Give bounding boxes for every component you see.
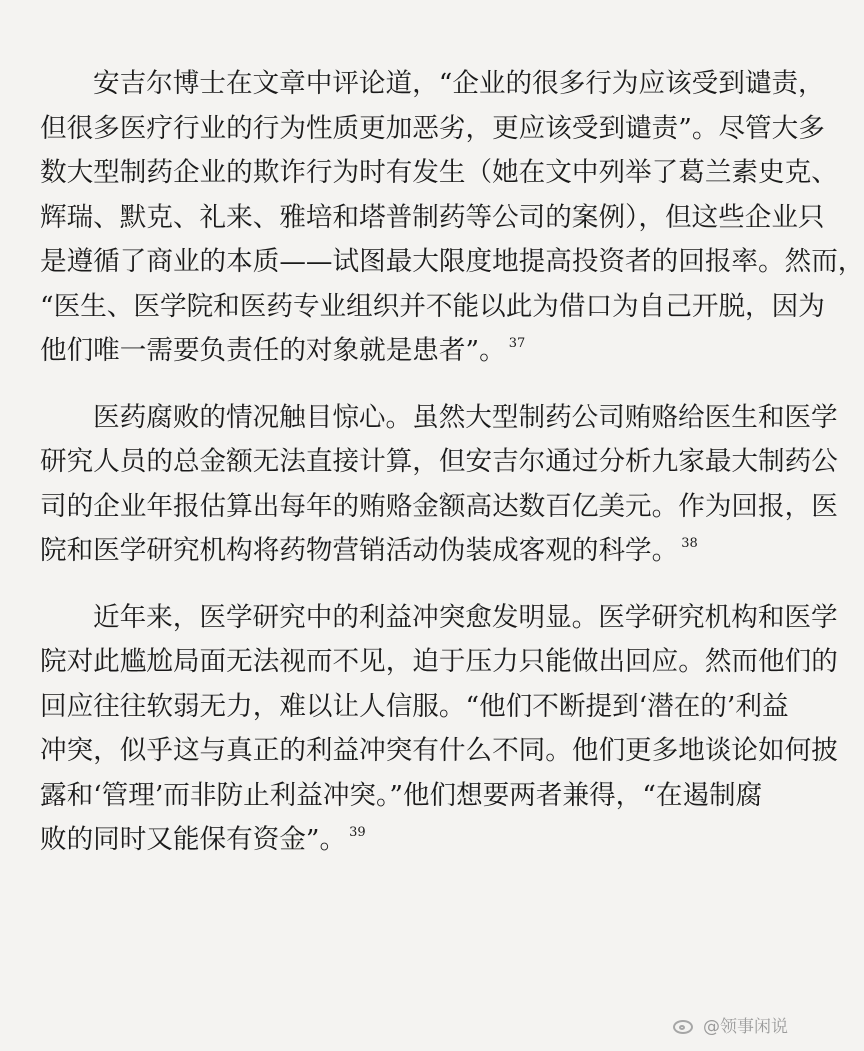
- text-line: 他们唯一需要负责任的对象就是患者”。: [40, 335, 506, 366]
- footnote-marker: 37: [508, 336, 526, 351]
- watermark-text: @领事闲说: [703, 1017, 788, 1037]
- paragraph-2: [40, 396, 838, 574]
- text-line: 院和医学研究机构将药物营销活动伪装成客观的科学。: [40, 535, 679, 566]
- text-line: “医生、医学院和医药专业组织并不能以此为借口为自己开脱，因为: [40, 290, 825, 322]
- watermark: [671, 1012, 788, 1037]
- text-line: 院对此尴尬局面无法视而不见，迫于压力只能做出回应。然而他们的: [40, 646, 838, 677]
- text-line-last: [40, 529, 778, 574]
- text-line: 露和‘管理’而非防止利益冲突。”他们想要两者兼得，“在遏制腐: [40, 779, 763, 811]
- text-line: 回应往往软弱无力，难以让人信服。“他们不断提到‘潜在的’利益: [40, 690, 789, 722]
- paragraph-gap: [40, 374, 778, 396]
- text-line: 研究人员的总金额无法直接计算，但安吉尔通过分析九家最大制药公: [40, 446, 838, 477]
- text-line: 冲突，似乎这与真正的利益冲突有什么不同。他们更多地谈论如何披: [40, 735, 838, 766]
- text-line: 安吉尔博士在文章中评论道，“企业的很多行为应该受到谴责，: [93, 68, 825, 99]
- text-line: 是遵循了商业的本质——试图最大限度地提高投资者的回报率。然而，: [40, 246, 864, 277]
- text-line: 医药腐败的情况触目惊心。虽然大型制药公司贿赂给医生和医学: [93, 401, 838, 433]
- text-line: 但很多医疗行业的行为性质更加恶劣，更应该受到谴责”。尽管大多: [40, 112, 825, 144]
- text-line: 辉瑞、默克、礼来、雅培和塔普制药等公司的案例），但这些企业只: [40, 201, 825, 233]
- weibo-icon: [671, 1015, 697, 1035]
- text-line-last: [40, 818, 778, 863]
- text-line-last: [40, 329, 778, 374]
- text-line: 败的同时又能保有资金”。: [40, 824, 347, 855]
- text-line: 近年来，医学研究中的利益冲突愈发明显。医学研究机构和医学: [93, 601, 838, 633]
- footnote-marker: 39: [349, 825, 366, 840]
- paragraph-3: [40, 596, 838, 863]
- text-line: 数大型制药企业的欺诈行为时有发生（她在文中列举了葛兰素史克、: [40, 157, 838, 188]
- paragraph-1: [40, 62, 864, 374]
- paragraph-gap: [40, 574, 778, 596]
- footnote-marker: 38: [681, 536, 698, 551]
- text-line: 司的企业年报估算出每年的贿赂金额高达数百亿美元。作为回报，医: [40, 490, 838, 522]
- document-page: [40, 62, 864, 863]
